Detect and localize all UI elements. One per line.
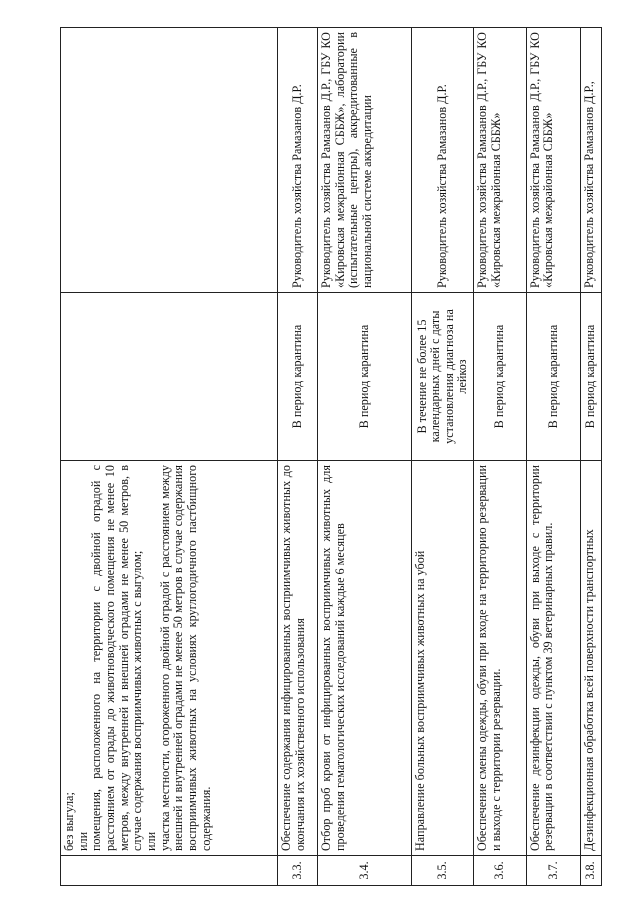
- table-row: [581, 28, 602, 886]
- row-number: 3.5.: [412, 856, 474, 886]
- measure-cell: Направление больных восприимчивых животных на убой: [412, 461, 474, 856]
- responsible-cell: [61, 28, 278, 293]
- responsible-cell: Руководитель хозяйства Рамазанов Д.Р.: [278, 28, 318, 293]
- measure-cell: Отбор проб крови от инфицированных восприимчивых животных для проведения гематологических исследований каждые 6 месяцев: [318, 461, 412, 856]
- measure-cell: Дезинфекционная обработка всей поверхности транспортных: [581, 461, 602, 856]
- responsible-cell: Руководитель хозяйства Рамазанов Д.Р., ГБУ КО «Кировская межрайонная СББЖ», лаборатории (испытательные центры), аккредитованные в национальной системе аккредитации: [318, 28, 412, 293]
- measure-paragraph: участка местности, огороженного двойной оградой с расстоянием между внешней и внутренней оградами не менее 50 метров в случае содержания восприимчивых животных на условиях круглогодичного пастбищного содержания.: [157, 465, 213, 851]
- term-cell: В период карантина: [581, 293, 602, 461]
- measure-paragraph: или: [143, 831, 158, 851]
- term-cell: В течение не более 15 календарных дней с даты установления диагноза на лейкоз: [412, 293, 474, 461]
- quarantine-measures-table: [60, 27, 602, 886]
- term-cell: В период карантина: [526, 293, 580, 461]
- row-number: [61, 856, 278, 886]
- responsible-cell: Руководитель хозяйства Рамазанов Д.Р., ГБУ КО «Кировская межрайонная СББЖ»: [474, 28, 526, 293]
- table-row: [61, 28, 278, 886]
- row-number: 3.3.: [278, 856, 318, 886]
- table-row: [318, 28, 412, 886]
- row-number: 3.6.: [474, 856, 526, 886]
- row-number: 3.8.: [581, 856, 602, 886]
- term-cell: В период карантина: [474, 293, 526, 461]
- responsible-cell: Руководитель хозяйства Рамазанов Д.Р., ГБУ КО «Кировская межрайонная СББЖ»: [526, 28, 580, 293]
- row-number: 3.7.: [526, 856, 580, 886]
- term-cell: В период карантина: [318, 293, 412, 461]
- table-row: [526, 28, 580, 886]
- responsible-cell: Руководитель хозяйства Рамазанов Д.Р.,: [581, 28, 602, 293]
- table-row: [474, 28, 526, 886]
- measure-paragraph: или: [75, 831, 90, 851]
- table-row: [278, 28, 318, 886]
- measure-cell: Обеспечение дезинфекции одежды, обуви при выходе с территории резервации в соответствии с пунктом 39 ветеринарных правил.: [526, 461, 580, 856]
- measure-cell: Обеспечение смены одежды, обуви при входе на территорию резервации и выходе с территории резервации.: [474, 461, 526, 856]
- measure-paragraph: помещения, расположенного на территории с двойной оградой с расстоянием от ограды до животноводческого помещения не менее 10 метров, между внутренней и внешней оградами не менее 50 метров, в случае содержания восприимчивых животных с выгулом;: [89, 465, 145, 851]
- term-cell: [61, 293, 278, 461]
- measure-cell: [61, 461, 278, 856]
- term-cell: В период карантина: [278, 293, 318, 461]
- row-number: 3.4.: [318, 856, 412, 886]
- measure-cell: Обеспечение содержания инфицированных восприимчивых животных до окончания их хозяйственного использования: [278, 461, 318, 856]
- responsible-cell: Руководитель хозяйства Рамазанов Д.Р.: [412, 28, 474, 293]
- table-row: [412, 28, 474, 886]
- measure-paragraph: без выгула;: [62, 792, 76, 851]
